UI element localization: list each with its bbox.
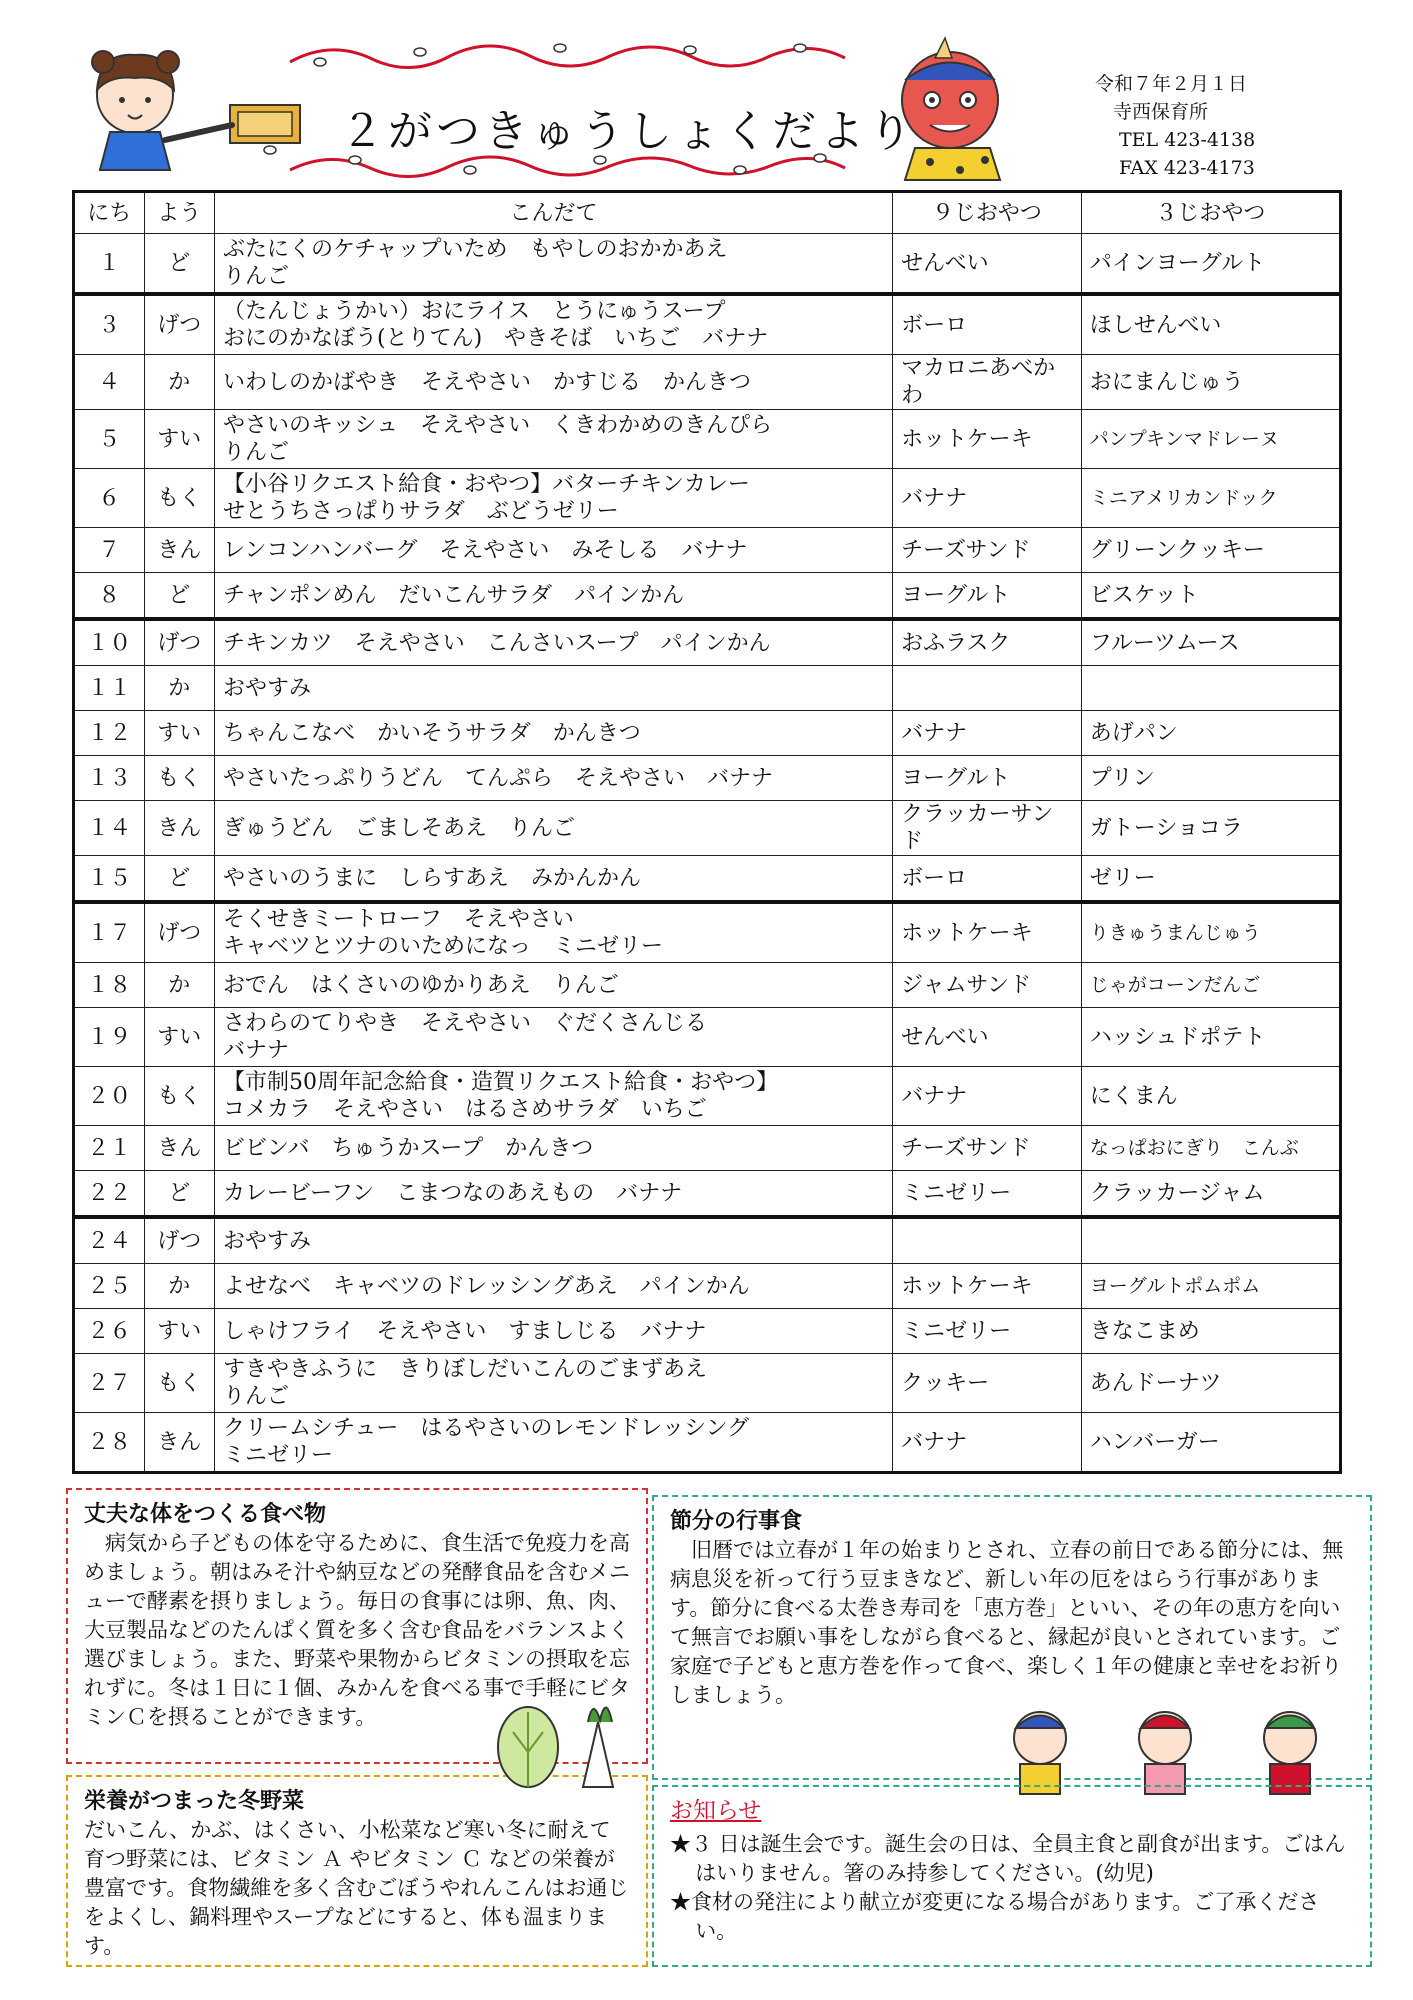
menu-line: りんご [223,264,290,289]
menu-table [72,190,1342,1474]
table-row [74,756,1341,801]
snack-am-cell: おふラスク [893,619,1082,666]
header [0,0,1413,190]
menu-line: おやすみ [223,675,312,701]
snack-am-cell: せんべい [893,234,1082,295]
menu-line: チャンポンめん だいこんサラダ パインかん [223,582,685,608]
header-menu: こんだて [215,192,893,234]
org-tel: TEL 423-4138 [1119,129,1256,151]
menu-cell [215,756,893,801]
table-row [74,355,1341,410]
ribbon-top [290,46,845,68]
menu-cell [215,1354,893,1413]
day-cell: ５ [74,410,145,469]
menu-line: りんご [223,1384,290,1409]
snack-pm-cell: ゼリー [1081,856,1340,903]
snack-am-cell: バナナ [893,1067,1082,1126]
table-row [74,1126,1341,1171]
weekday-cell: か [144,963,215,1008]
menu-cell [215,1264,893,1309]
day-cell: ２１ [74,1126,145,1171]
menu-line: レンコンハンバーグ そえやさい みそしる バナナ [223,537,748,563]
menu-cell [215,1008,893,1067]
ribbon-bottom [290,157,845,177]
table-header-row [74,192,1341,234]
snack-pm-cell: ミニアメリカンドック [1081,469,1340,528]
menu-cell [215,1309,893,1354]
notice-box [652,1785,1372,1967]
weekday-cell: げつ [144,902,215,963]
snack-pm-cell: クラッカージャム [1081,1171,1340,1218]
snack-pm-cell: フルーツムース [1081,619,1340,666]
table-row [74,1309,1341,1354]
table-row [74,1171,1341,1218]
day-cell: １７ [74,902,145,963]
snack-pm-cell [1081,1217,1340,1264]
snack-pm-cell: ハンバーガー [1081,1413,1340,1473]
setsubun-box [652,1495,1372,1780]
weekday-cell: か [144,666,215,711]
box3-title: 栄養がつまった冬野菜 [84,1789,305,1814]
table-row [74,666,1341,711]
menu-line: ぶたにくのケチャップいため もやしのおかかあえ [223,237,728,262]
menu-cell [215,1067,893,1126]
table-row [74,528,1341,573]
weekday-cell: か [144,1264,215,1309]
weekday-cell: か [144,355,215,410]
menu-cell [215,963,893,1008]
snack-am-cell: マカロニあべかわ [893,355,1082,410]
table-row [74,902,1341,963]
weekday-cell: ど [144,234,215,295]
menu-cell [215,410,893,469]
table-row [74,1217,1341,1264]
day-cell: ２７ [74,1354,145,1413]
day-cell: ４ [74,355,145,410]
snack-am-cell: ミニゼリー [893,1309,1082,1354]
snack-am-cell: ヨーグルト [893,756,1082,801]
notice-item: ★食材の発注により献立が変更になる場合があります。ご了承ください。 [670,1890,1320,1943]
snack-pm-cell: あげパン [1081,711,1340,756]
snack-am-cell: ボーロ [893,856,1082,903]
snack-pm-cell: プリン [1081,756,1340,801]
snack-pm-cell: ヨーグルトポムポム [1081,1264,1340,1309]
table-row [74,801,1341,856]
header-snack-pm: ３じおやつ [1081,192,1340,234]
menu-line: （たんじょうかい）おにライス とうにゅうスープ [223,299,726,324]
menu-line: クリームシチュー はるやさいのレモンドレッシング [223,1416,750,1441]
day-cell: ２５ [74,1264,145,1309]
snack-am-cell: ミニゼリー [893,1171,1082,1218]
menu-line: すきやきふうに きりぼしだいこんのごまずあえ [223,1357,708,1382]
menu-line: よせなべ キャベツのドレッシングあえ パインかん [223,1273,750,1299]
menu-line: 【小谷リクエスト給食・おやつ】バターチキンカレー [223,472,750,497]
weekday-cell: もく [144,1354,215,1413]
menu-line: おにのかなぼう(とりてん) やきそば いちご バナナ [223,326,769,351]
day-cell: １１ [74,666,145,711]
menu-line: おでん はくさいのゆかりあえ りんご [223,972,619,998]
snack-pm-cell: おにまんじゅう [1081,355,1340,410]
day-cell: １９ [74,1008,145,1067]
children-oni-mask-illustration [990,1698,1350,1798]
menu-cell [215,294,893,355]
weekday-cell: きん [144,1413,215,1473]
weekday-cell: すい [144,1309,215,1354]
header-snack-am: ９じおやつ [893,192,1082,234]
page-title: ２がつきゅうしょくだより [340,106,916,157]
weekday-cell: もく [144,469,215,528]
weekday-cell: げつ [144,1217,215,1264]
snack-am-cell: クッキー [893,1354,1082,1413]
box1-title: 丈夫な体をつくる食べ物 [84,1502,327,1527]
day-cell: １５ [74,856,145,903]
org-info [1095,70,1255,182]
day-cell: １２ [74,711,145,756]
weekday-cell: げつ [144,619,215,666]
weekday-cell: すい [144,1008,215,1067]
menu-cell [215,469,893,528]
weekday-cell: きん [144,801,215,856]
menu-line: しゃけフライ そえやさい すましじる バナナ [223,1318,707,1344]
snack-pm-cell: じゃがコーンだんご [1081,963,1340,1008]
snack-pm-cell: ガトーショコラ [1081,801,1340,856]
table-row [74,619,1341,666]
day-cell: １８ [74,963,145,1008]
day-cell: ２６ [74,1309,145,1354]
menu-line: 【市制50周年記念給食・造賀リクエスト給食・おやつ】 [223,1070,779,1095]
day-cell: ２２ [74,1171,145,1218]
winter-vegetable-box [66,1775,648,1967]
snack-am-cell: バナナ [893,711,1082,756]
menu-cell [215,902,893,963]
menu-line: バナナ [223,1038,290,1063]
snack-pm-cell: グリーンクッキー [1081,528,1340,573]
menu-line: ミニゼリー [223,1443,334,1468]
menu-line: ビビンバ ちゅうかスープ かんきつ [223,1135,594,1161]
day-cell: ７ [74,528,145,573]
table-row [74,469,1341,528]
weekday-cell: ど [144,856,215,903]
table-row [74,963,1341,1008]
day-cell: １０ [74,619,145,666]
menu-body [74,234,1341,1473]
box2-text: 旧暦では立春が１年の始まりとされ、立春の前日である節分には、無病息災を祈って行う豆まきなど、新しい年の厄をはらう行事があります。節分に食べる太巻き寿司を「恵方巻」といい、その年の恵方を向いて無言でお願い事をしながら食べると、縁起が良いとされています。ご家庭で子どもと恵方巻を作って食べ、楽しく１年の健康と幸せをお祈りしましょう。 [670,1538,1344,1707]
table-row [74,1067,1341,1126]
menu-cell [215,666,893,711]
snack-am-cell [893,666,1082,711]
snack-pm-cell: パインヨーグルト [1081,234,1340,295]
snack-pm-cell: あんドーナツ [1081,1354,1340,1413]
menu-line: さわらのてりやき そえやさい ぐだくさんじる [223,1011,708,1036]
snack-am-cell: ヨーグルト [893,573,1082,620]
notice-item: ★３ 日は誕生会です。誕生会の日は、全員主食と副食が出ます。ごはんはいりません。箸のみ持参してください。(幼児) [670,1832,1346,1885]
menu-line: ちゃんこなべ かいそうサラダ かんきつ [223,720,641,746]
snack-pm-cell: パンプキンマドレーヌ [1081,410,1340,469]
menu-line: いわしのかばやき そえやさい かすじる かんきつ [223,369,752,395]
snack-am-cell: ジャムサンド [893,963,1082,1008]
vegetable-illustration [488,1692,638,1792]
day-cell: １４ [74,801,145,856]
snack-pm-cell: ビスケット [1081,573,1340,620]
table-row [74,1413,1341,1473]
menu-line: チキンカツ そえやさい こんさいスープ パインかん [223,630,771,656]
menu-cell [215,619,893,666]
menu-line: やさいのキッシュ そえやさい くきわかめのきんぴら [223,413,773,438]
org-name: 寺西保育所 [1113,101,1209,123]
table-row [74,294,1341,355]
table-row [74,573,1341,620]
menu-cell [215,856,893,903]
menu-cell [215,801,893,856]
menu-cell [215,1217,893,1264]
box2-title: 節分の行事食 [670,1509,803,1534]
table-row [74,1008,1341,1067]
snack-am-cell [893,1217,1082,1264]
oni-illustration [902,38,1000,180]
snack-pm-cell: にくまん [1081,1067,1340,1126]
weekday-cell: きん [144,1126,215,1171]
day-cell: ３ [74,294,145,355]
menu-line: せとうちさっぱりサラダ ぶどうゼリー [223,499,619,524]
menu-line: ぎゅうどん ごましそあえ りんご [223,815,576,841]
table-row [74,410,1341,469]
table-row [74,1264,1341,1309]
day-cell: ６ [74,469,145,528]
snack-am-cell: ボーロ [893,294,1082,355]
table-row [74,234,1341,295]
menu-cell [215,573,893,620]
header-day: にち [74,192,145,234]
snack-am-cell: クラッカーサンド [893,801,1082,856]
weekday-cell: きん [144,528,215,573]
menu-cell [215,355,893,410]
box1-text: 病気から子どもの体を守るために、食生活で免疫力を高めましょう。朝はみそ汁や納豆などの発酵食品を含むメニューで酵素を摂りましょう。毎日の食事には卵、魚、肉、大豆製品などのたんぱく質を多く含む食品をバランスよく選びましょう。また、野菜や果物からビタミンの摂取を忘れずに。冬は１日に１個、みかんを食べる事で手軽にビタミンＣを摂ることができます。 [84,1531,630,1729]
box3-text: だいこん、かぶ、はくさい、小松菜など寒い冬に耐えて育つ野菜には、ビタミン Ａ やビタミン Ｃ などの栄養が豊富です。食物繊維を多く含むごぼうやれんこんはお通じをよくし、鍋料理やスープなどにすると、体も温まります。 [84,1818,629,1958]
menu-cell [215,711,893,756]
snack-am-cell: ホットケーキ [893,410,1082,469]
menu-line: キャベツとツナのいためになっ ミニゼリー [223,934,664,959]
table-row [74,1354,1341,1413]
day-cell: ８ [74,573,145,620]
snack-pm-cell: ほしせんべい [1081,294,1340,355]
snack-pm-cell: りきゅうまんじゅう [1081,902,1340,963]
header-weekday: よう [144,192,215,234]
snack-am-cell: せんべい [893,1008,1082,1067]
menu-line: りんご [223,440,290,465]
day-cell: ２０ [74,1067,145,1126]
snack-am-cell: バナナ [893,1413,1082,1473]
snack-pm-cell: ハッシュドポテト [1081,1008,1340,1067]
org-fax: FAX 423-4173 [1119,157,1255,179]
weekday-cell: げつ [144,294,215,355]
menu-cell [215,1126,893,1171]
weekday-cell: もく [144,756,215,801]
weekday-cell: もく [144,1067,215,1126]
snack-am-cell: ホットケーキ [893,902,1082,963]
day-cell: １ [74,234,145,295]
snack-pm-cell [1081,666,1340,711]
table-row [74,856,1341,903]
notice-title: お知らせ [670,1798,762,1824]
menu-line: コメカラ そえやさい はるさめサラダ いちご [223,1097,707,1122]
weekday-cell: すい [144,410,215,469]
menu-line: やさいのうまに しらすあえ みかんかん [223,865,642,891]
snack-pm-cell: なっぱおにぎり こんぶ [1081,1126,1340,1171]
menu-cell [215,528,893,573]
menu-line: おやすみ [223,1228,312,1254]
menu-line: やさいたっぷりうどん てんぷら そえやさい バナナ [223,765,774,791]
menu-cell [215,234,893,295]
snack-am-cell: チーズサンド [893,1126,1082,1171]
snack-am-cell: ホットケーキ [893,1264,1082,1309]
day-cell: ２８ [74,1413,145,1473]
weekday-cell: ど [144,1171,215,1218]
snack-am-cell: バナナ [893,469,1082,528]
table-row [74,711,1341,756]
menu-cell [215,1413,893,1473]
menu-cell [215,1171,893,1218]
snack-am-cell: チーズサンド [893,528,1082,573]
snack-pm-cell: きなこまめ [1081,1309,1340,1354]
menu-line: そくせきミートローフ そえやさい [223,907,574,932]
menu-line: カレービーフン こまつなのあえもの バナナ [223,1180,683,1206]
weekday-cell: すい [144,711,215,756]
day-cell: １３ [74,756,145,801]
day-cell: ２４ [74,1217,145,1264]
issue-date: 令和７年２月１日 [1095,73,1248,95]
weekday-cell: ど [144,573,215,620]
